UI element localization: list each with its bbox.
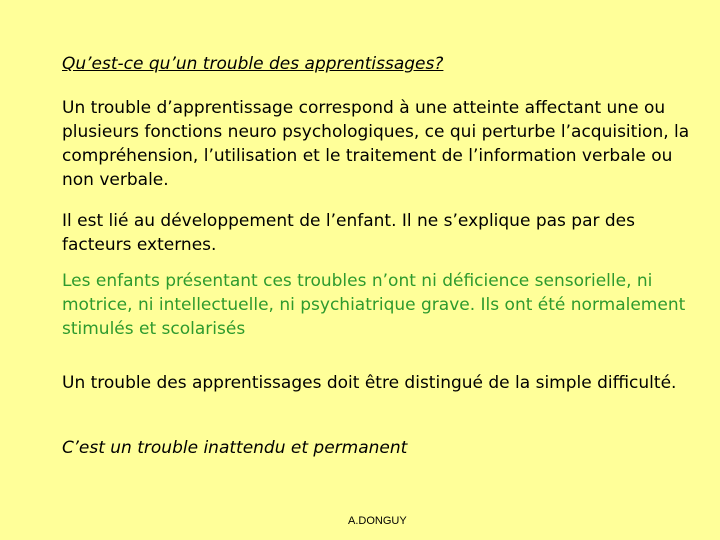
paragraph-conclusion: C’est un trouble inattendu et permanent [62, 438, 408, 458]
slide-title: Qu’est-ce qu’un trouble des apprentissages? [62, 54, 444, 74]
paragraph-development: Il est lié au développement de l’enfant. Il ne s’explique pas par des facteurs externes. [62, 211, 635, 255]
author-footer: A.DONGUY [348, 515, 407, 527]
paragraph-definition: Un trouble d’apprentissage correspond à une atteinte affectant une ou plusieurs fonctions neuro psychologiques, ce qui perturbe l’acquisition, la compréhension, l’utilisation et le traitement de l’information verbale ou non verbale. [62, 98, 690, 190]
paragraph-distinction: Un trouble des apprentissages doit être distingué de la simple difficulté. [62, 373, 677, 393]
paragraph-children-profile: Les enfants présentant ces troubles n’ont ni déficience sensorielle, ni motrice, ni intellectuelle, ni psychiatrique grave. Ils ont été normalement stimulés et scolarisés [62, 271, 686, 339]
